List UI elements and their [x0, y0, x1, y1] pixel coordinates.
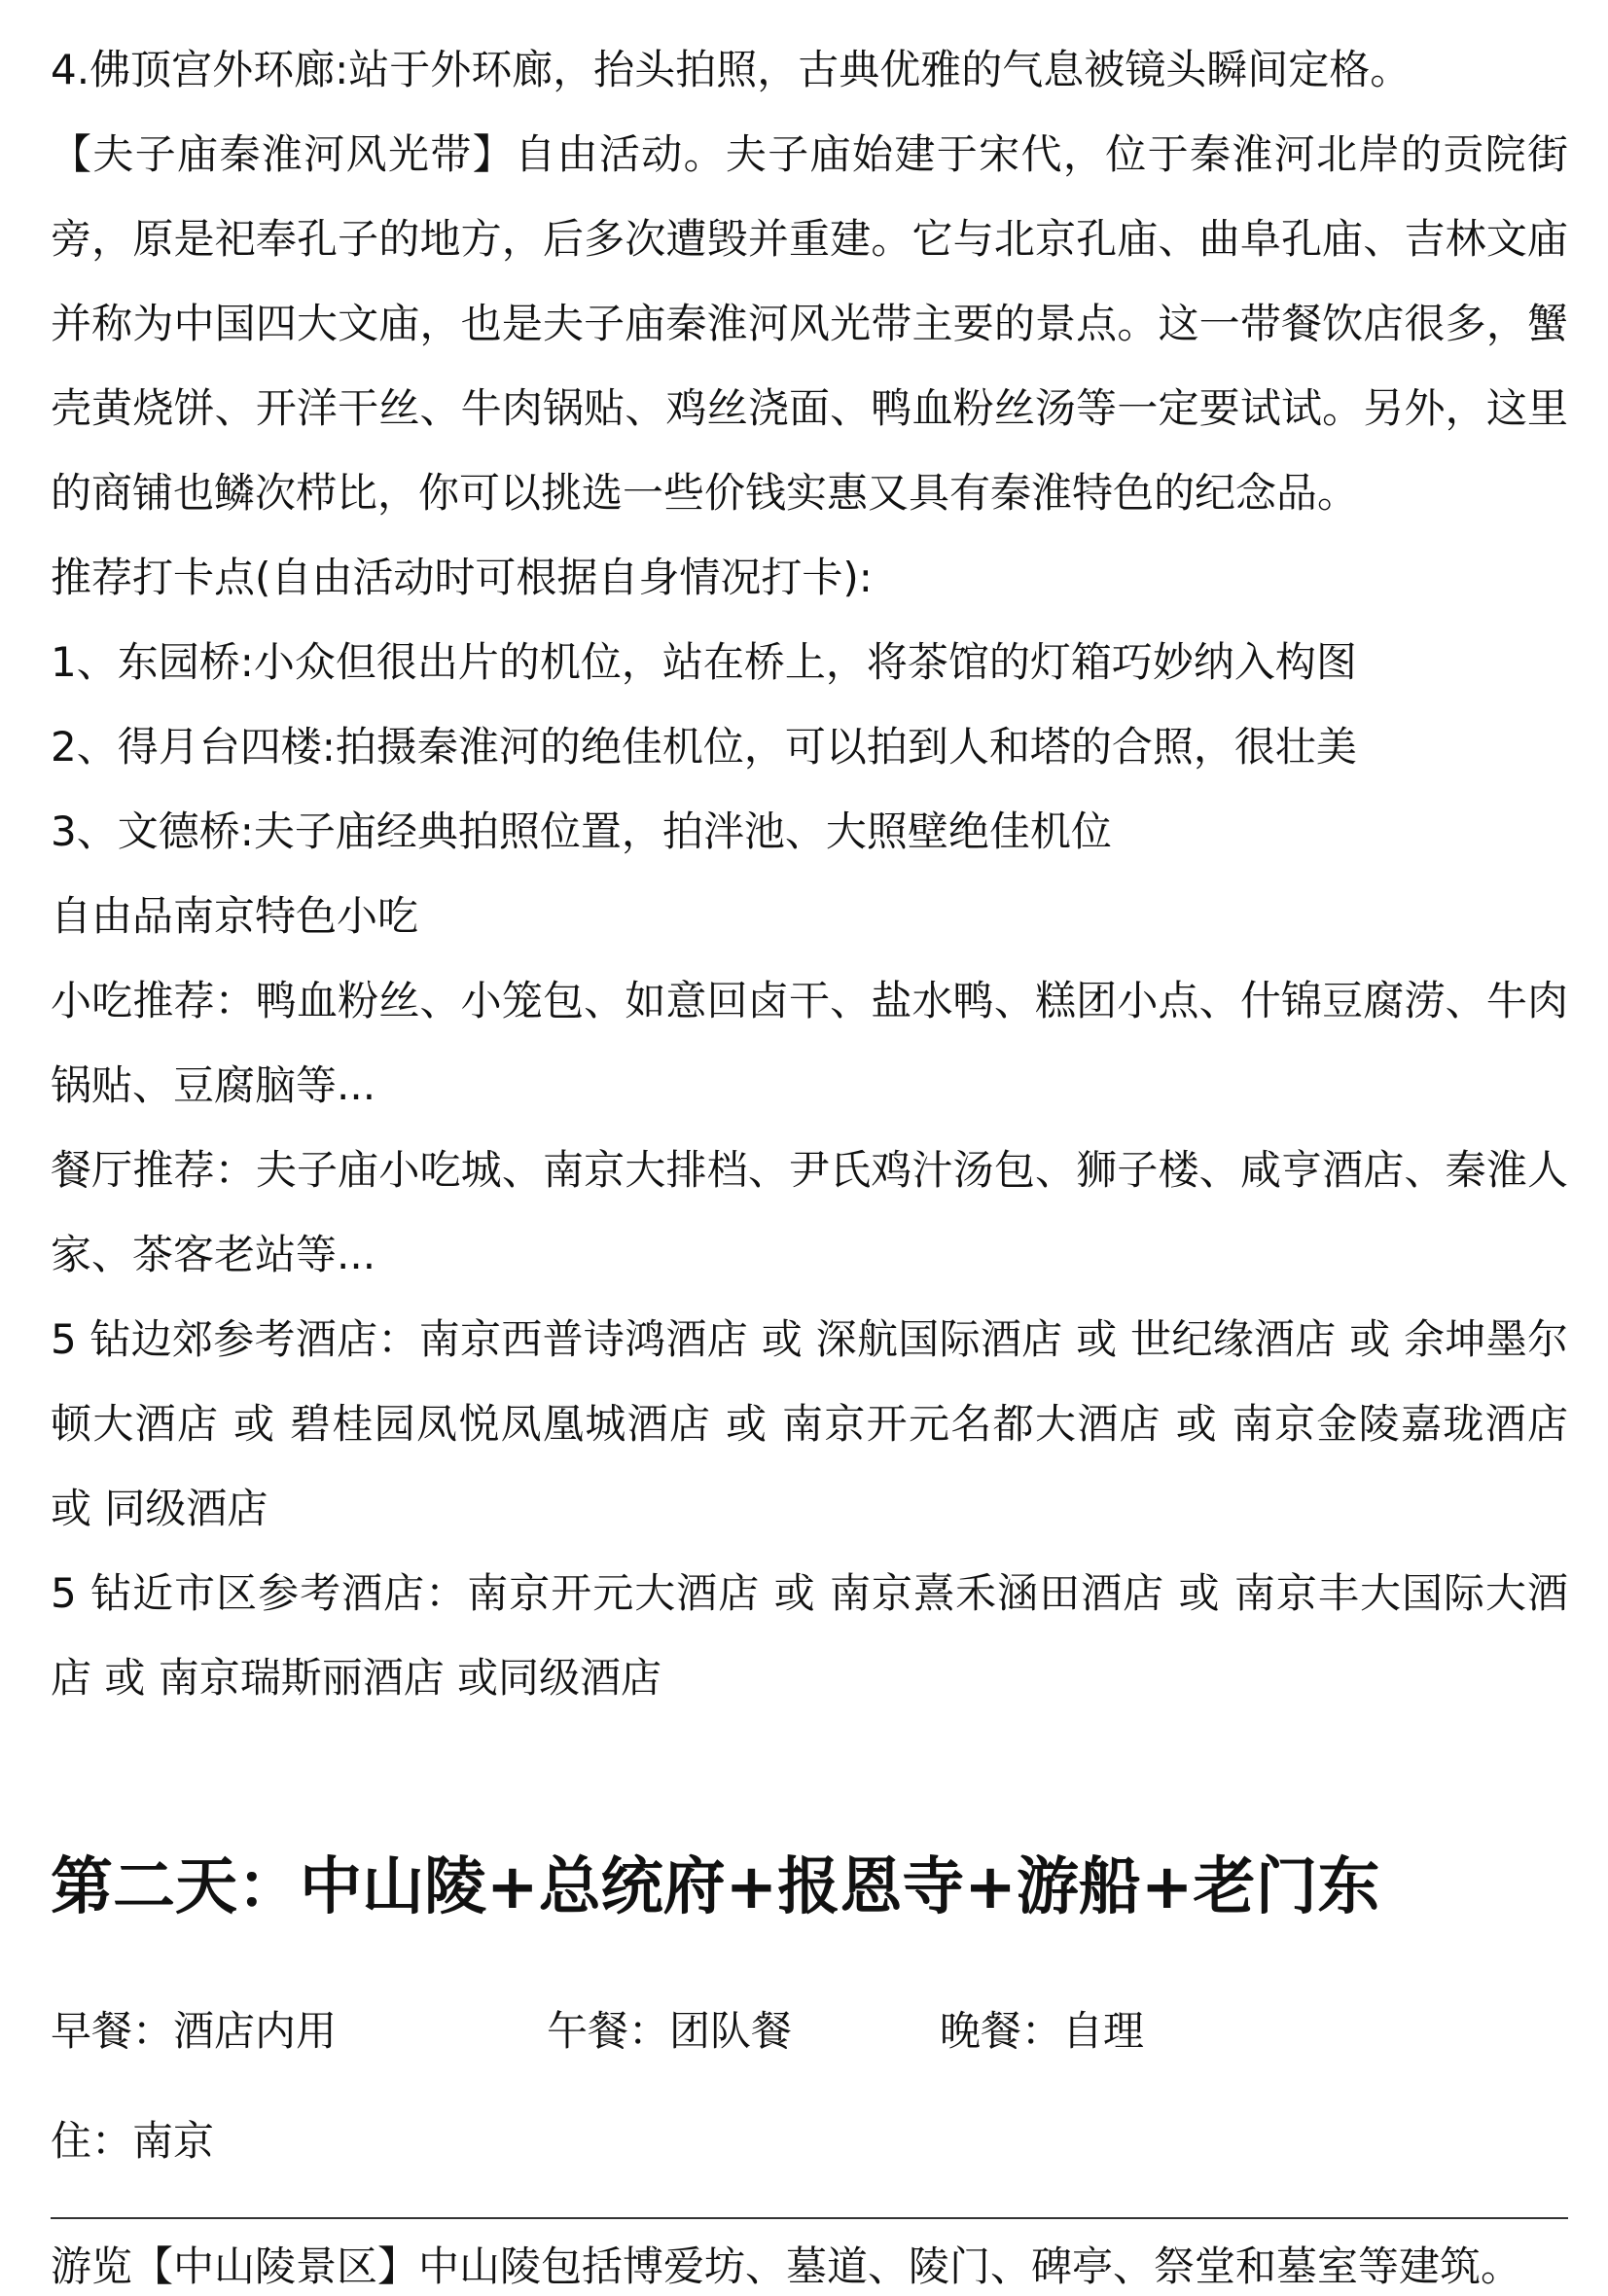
paragraph-fuzimiao: 【夫子庙秦淮河风光带】自由活动。夫子庙始建于宋代，位于秦淮河北岸的贡院街旁，原是祀奉孔子的地方，后多次遭毁并重建。它与北京孔庙、曲阜孔庙、吉林文庙并称为中国四大文庙，也是夫子庙秦淮河风光带主要的景点。这一带餐饮店很多，蟹壳黄烧饼、开洋干丝、牛肉锅贴、鸡丝浇面、鸭血粉丝汤等一定要试试。另外，这里的商铺也鳞次栉比，你可以挑选一些价钱实惠又具有秦淮特色的纪念品。 — [51, 130, 1568, 517]
paragraph-snack-recommend: 小吃推荐：鸭血粉丝、小笼包、如意回卤干、盐水鸭、糕团小点、什锦豆腐涝、牛肉锅贴、豆腐脑等... — [51, 977, 1568, 1109]
paragraph-suburb-hotels: 5 钻边郊参考酒店：南京西普诗鸿酒店 或 深航国际酒店 或 世纪缘酒店 或 余坤墨尔顿大酒店 或 碧桂园凤悦凤凰城酒店 或 南京开元名都大酒店 或 南京金陵嘉珑酒店 或 同级酒店 — [51, 1315, 1568, 1532]
paragraph-checkin-3: 3、文德桥:夫子庙经典拍照位置，拍泮池、大照壁绝佳机位 — [51, 807, 1112, 855]
lunch-info: 午餐：团队餐 — [547, 2007, 793, 2055]
divider — [51, 2217, 1568, 2219]
paragraph-foding-palace: 4.佛顶宫外环廊:站于外环廊，抬头拍照，古典优雅的气息被镜头瞬间定格。 — [51, 46, 1411, 93]
paragraph-snacks-heading: 自由品南京特色小吃 — [51, 892, 419, 940]
paragraph-checkin-heading: 推荐打卡点(自由活动时可根据自身情况打卡): — [51, 554, 873, 601]
document-body — [51, 27, 1568, 2290]
paragraph-restaurant-recommend: 餐厅推荐：夫子庙小吃城、南京大排档、尹氏鸡汁汤包、狮子楼、咸亨酒店、秦淮人家、茶客老站等... — [51, 1146, 1568, 1278]
stay-info: 住：南京 — [51, 2117, 215, 2165]
paragraph-city-hotels: 5 钻近市区参考酒店：南京开元大酒店 或 南京熹禾涵田酒店 或 南京丰大国际大酒店 或 南京瑞斯丽酒店 或同级酒店 — [51, 1569, 1568, 1702]
tour-intro: 游览【中山陵景区】中山陵包括博爱坊、墓道、陵门、碑亭、祭堂和墓室等建筑。 — [51, 2242, 1522, 2290]
paragraph-checkin-1: 1、东园桥:小众但很出片的机位，站在桥上，将茶馆的灯箱巧妙纳入构图 — [51, 638, 1357, 686]
day-two-title: 第二天：中山陵+总统府+报恩寺+游船+老门东 — [51, 1851, 1380, 1923]
dinner-info: 晚餐：自理 — [940, 2007, 1145, 2055]
breakfast-info: 早餐：酒店内用 — [51, 2007, 338, 2055]
paragraph-checkin-2: 2、得月台四楼:拍摄秦淮河的绝佳机位，可以拍到人和塔的合照，很壮美 — [51, 723, 1357, 771]
